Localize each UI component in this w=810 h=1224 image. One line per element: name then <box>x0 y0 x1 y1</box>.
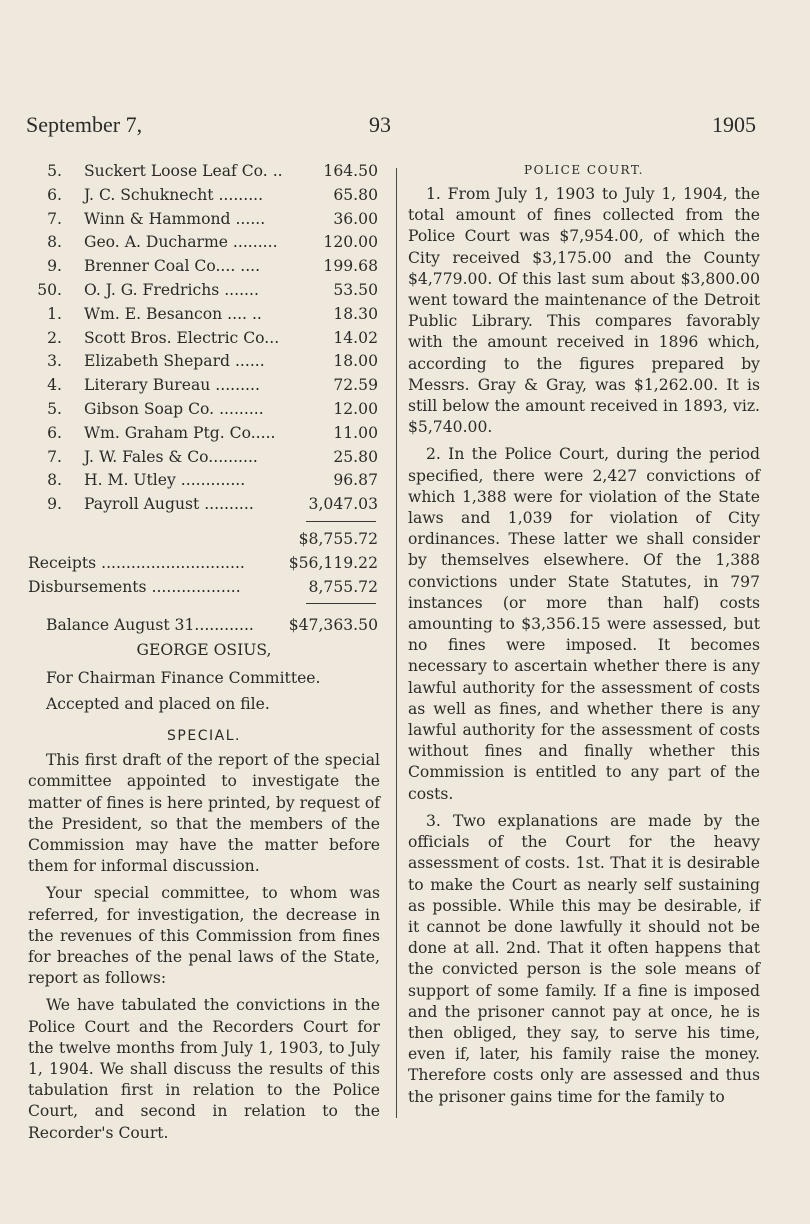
special-paragraph: Your special committee, to whom was referred, for investigation, the decrease in the revenues of this Commission from fines for breaches of the penal laws of the State, report as follows: <box>28 884 380 988</box>
finance-row-number: 2. <box>47 328 62 347</box>
finance-row-name: Literary Bureau ......... <box>84 376 260 395</box>
finance-list <box>28 160 380 517</box>
finance-row-number: 1. <box>47 304 62 323</box>
special-paragraph: This first draft of the report of the special committee appointed to investigate the matter of fines is here printed, by request of the President, so that the members of the Commission may have the matter before them for informal discussion. <box>28 751 380 876</box>
finance-row <box>28 374 380 398</box>
police-court-heading: POLICE COURT. <box>524 163 644 177</box>
balance-row <box>28 614 380 638</box>
finance-row-name: Gibson Soap Co. ......... <box>84 399 264 418</box>
finance-row-name: Payroll August .......... <box>84 495 254 514</box>
finance-row-amount: 72.59 <box>333 376 378 395</box>
finance-row-number: 6. <box>47 185 62 204</box>
finance-row-amount: 12.00 <box>333 399 378 418</box>
left-column <box>28 160 380 1150</box>
total-rule <box>306 521 376 522</box>
police-court-paragraph: 1. From July 1, 1903 to July 1, 1904, the total amount of fines collected from the Police Court was $7,954.00, of which the City received $3,175.00 and the County $4,779.00. Of this last sum about $3,800.00 went toward the maintenance of the Detroit Public Library. This compares favorably with the amount received in 1896 which, according to the figures prepared by Messrs. Gray & Gray, was $1,262.00. It is still below the amount received in 1893, viz. $5,740.00. <box>408 185 760 437</box>
finance-row-name: Brenner Coal Co.... .... <box>84 257 261 276</box>
accepted-note: Accepted and placed on file. <box>46 695 270 714</box>
finance-row <box>28 231 380 255</box>
signer-name: GEORGE OSIUS, <box>136 641 272 660</box>
finance-row-amount: 14.02 <box>333 328 378 347</box>
finance-row <box>28 350 380 374</box>
finance-row-number: 8. <box>47 233 62 252</box>
police-court-paragraph: 3. Two explanations are made by the officials of the Court for the heavy assessment of costs. 1st. That it is desirable to make the Court as nearly self sustaining as possible. While this may be desirable, if it cannot be done lawfully it should not be done at all. 2nd. That it often happens that the convicted person is the sole means of support of some family. If a fine is imposed and the prisoner cannot pay at once, he is then obliged, they say, to serve his time, even if, later, his family raise the money. Therefore costs only are assessed and thus the prisoner gains time for the family to <box>408 811 760 1106</box>
finance-row-name: H. M. Utley ............. <box>84 471 246 490</box>
finance-row-number: 7. <box>47 447 62 466</box>
finance-row <box>28 422 380 446</box>
receipts-label: Receipts ............................. <box>28 553 245 572</box>
finance-row-amount: 65.80 <box>333 185 378 204</box>
finance-row-name: Winn & Hammond ...... <box>84 209 266 228</box>
finance-row-name: Scott Bros. Electric Co... <box>84 328 280 347</box>
total-row <box>28 528 380 552</box>
header-date: September 7, <box>26 112 143 137</box>
finance-row <box>28 279 380 303</box>
header-year: 1905 <box>712 112 756 137</box>
column-divider <box>396 168 397 1118</box>
total-amount: $8,755.72 <box>298 529 378 548</box>
finance-row-number: 9. <box>47 257 62 276</box>
finance-row-number: 7. <box>47 209 62 228</box>
balance-rule <box>306 603 376 604</box>
special-heading: SPECIAL. <box>167 728 241 745</box>
finance-row-number: 3. <box>47 352 62 371</box>
finance-row <box>28 469 380 493</box>
finance-row-number: 50. <box>37 280 62 299</box>
receipts-amount: $56,119.22 <box>288 553 378 572</box>
finance-row <box>28 493 380 517</box>
finance-row-number: 9. <box>47 495 62 514</box>
finance-row-amount: 18.30 <box>333 304 378 323</box>
finance-row-amount: 25.80 <box>333 447 378 466</box>
page-header <box>26 112 756 140</box>
finance-row <box>28 208 380 232</box>
special-paragraph: We have tabulated the convictions in the Police Court and the Recorders Court for the twelve months from July 1, 1903, to July 1, 1904. We shall discuss the results of this tabulation first in relation to the Police Court, and second in relation to the Recorder's Court. <box>28 996 380 1142</box>
page-number: 93 <box>369 112 391 137</box>
police-court-paragraph: 2. In the Police Court, during the period specified, there were 2,427 convictions of which 1,388 were for violation of the State laws and 1,039 for violation of City ordinances. These latter we shall consider by themselves elsewhere. Of the 1,388 convictions under State Statutes, in 797 instances (or more than half) costs amounting to $3,356.15 were assessed, but no fines were imposed. It becomes necessary to ascertain whether there is any lawful authority for the assessment of costs as well as fines, and whether there is any lawful authority for the assessment of costs without fines and finally whether this Commission is entitled to any part of the costs. <box>408 445 760 803</box>
finance-row-amount: 53.50 <box>333 280 378 299</box>
finance-row-amount: 36.00 <box>333 209 378 228</box>
signer-title: For Chairman Finance Committee. <box>46 669 321 688</box>
disbursements-amount: 8,755.72 <box>308 577 378 596</box>
right-column <box>408 160 760 1114</box>
balance-amount: $47,363.50 <box>288 616 378 635</box>
finance-row <box>28 446 380 470</box>
finance-row-name: O. J. G. Fredrichs ....... <box>84 280 259 299</box>
finance-row-amount: 120.00 <box>323 233 378 252</box>
finance-row-amount: 18.00 <box>333 352 378 371</box>
finance-row <box>28 255 380 279</box>
finance-row-amount: 96.87 <box>333 471 378 490</box>
finance-row <box>28 303 380 327</box>
finance-row <box>28 327 380 351</box>
finance-row <box>28 398 380 422</box>
finance-row-name: Geo. A. Ducharme ......... <box>84 233 278 252</box>
finance-row-name: Wm. E. Besancon .... .. <box>84 304 262 323</box>
finance-row-name: J. W. Fales & Co.......... <box>84 447 258 466</box>
finance-row-number: 5. <box>47 162 62 180</box>
disbursements-row <box>28 576 380 600</box>
finance-row-number: 8. <box>47 471 62 490</box>
finance-row-name: Elizabeth Shepard ...... <box>84 352 265 371</box>
finance-row-name: Wm. Graham Ptg. Co..... <box>84 423 276 442</box>
finance-row-number: 6. <box>47 423 62 442</box>
balance-label: Balance August 31............ <box>46 616 254 635</box>
finance-row-number: 5. <box>47 399 62 418</box>
finance-row-amount: 199.68 <box>323 257 378 276</box>
finance-row-amount: 3,047.03 <box>308 495 378 514</box>
finance-row <box>28 184 380 208</box>
finance-row-number: 4. <box>47 376 62 395</box>
finance-row-amount: 164.50 <box>323 162 378 180</box>
finance-row-name: J. C. Schuknecht ......... <box>84 185 264 204</box>
receipts-row <box>28 552 380 576</box>
finance-row <box>28 160 380 184</box>
finance-row-name: Suckert Loose Leaf Co. .. <box>84 162 283 180</box>
disbursements-label: Disbursements .................. <box>28 577 241 596</box>
finance-row-amount: 11.00 <box>333 423 378 442</box>
